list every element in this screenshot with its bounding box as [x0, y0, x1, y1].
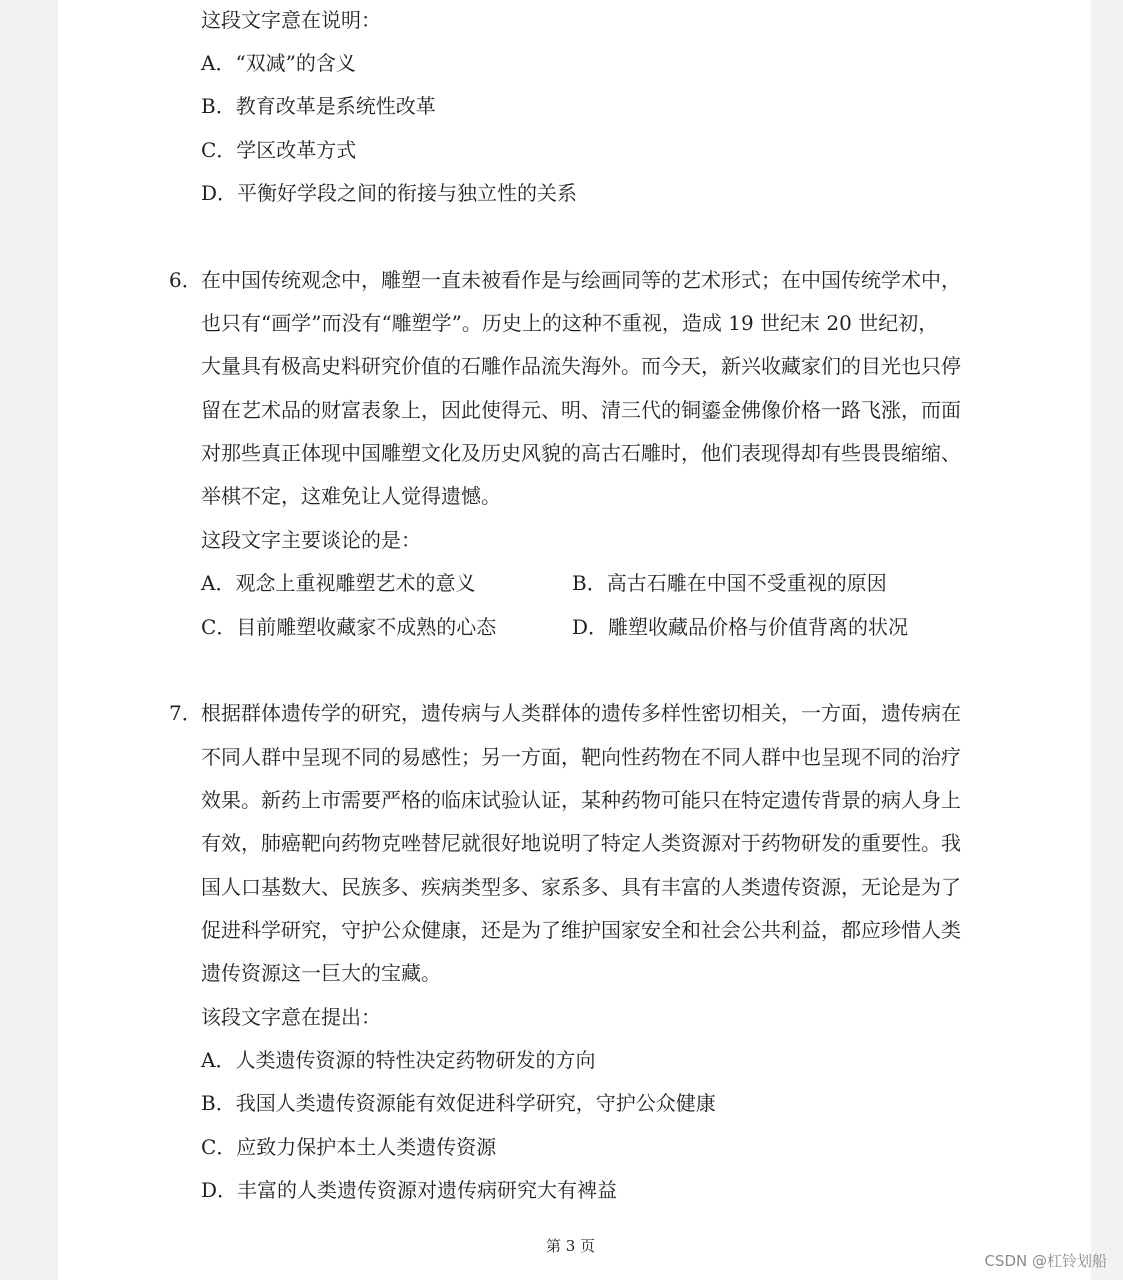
page-number: 第 3 页 — [546, 1237, 596, 1255]
question-7-passage-line: 遗传资源这一巨大的宝藏。 — [201, 961, 441, 985]
prev-question-stem: 这段文字意在说明： — [201, 8, 381, 32]
question-6-option-c: C．目前雕塑收藏家不成熟的心态 — [201, 615, 497, 639]
prev-option-d: D．平衡好学段之间的衔接与独立性的关系 — [201, 181, 578, 205]
prev-option-a: A．“双减”的含义 — [201, 51, 356, 75]
question-6-option-b: B．高古石雕在中国不受重视的原因 — [572, 571, 887, 595]
prev-option-c: C．学区改革方式 — [201, 138, 357, 162]
question-7-option-d: D．丰富的人类遗传资源对遗传病研究大有裨益 — [201, 1178, 618, 1202]
question-7-passage-line: 不同人群中呈现不同的易感性；另一方面，靶向性药物在不同人群中也呈现不同的治疗 — [201, 745, 961, 769]
question-6-passage-line: 举棋不定，这难免让人觉得遗憾。 — [201, 484, 501, 508]
question-7-stem: 该段文字意在提出： — [201, 1005, 381, 1029]
question-6-passage-line: 也只有“画学”而没有“雕塑学”。历史上的这种不重视，造成 19 世纪末 20 世纪初， — [201, 311, 939, 335]
question-6-number: 6． — [169, 268, 202, 292]
question-6-option-d: D．雕塑收藏品价格与价值背离的状况 — [572, 615, 909, 639]
csdn-watermark: CSDN @杠铃划船 — [984, 1252, 1107, 1270]
question-7-passage-line: 效果。新药上市需要严格的临床试验认证，某种药物可能只在特定遗传背景的病人身上 — [201, 788, 961, 812]
question-6-passage-line: 对那些真正体现中国雕塑文化及历史风貌的高古石雕时，他们表现得却有些畏畏缩缩、 — [201, 441, 961, 465]
question-7-passage-line: 国人口基数大、民族多、疾病类型多、家系多、具有丰富的人类遗传资源，无论是为了 — [201, 875, 961, 899]
question-6-passage-line: 在中国传统观念中，雕塑一直未被看作是与绘画同等的艺术形式；在中国传统学术中， — [201, 268, 961, 292]
question-7-option-c: C．应致力保护本土人类遗传资源 — [201, 1135, 497, 1159]
question-7-option-b: B．我国人类遗传资源能有效促进科学研究，守护公众健康 — [201, 1091, 716, 1115]
question-7-option-a: A．人类遗传资源的特性决定药物研发的方向 — [201, 1048, 596, 1072]
question-7-passage-line: 促进科学研究，守护公众健康，还是为了维护国家安全和社会公共利益，都应珍惜人类 — [201, 918, 961, 942]
question-7-passage-line: 有效，肺癌靶向药物克唑替尼就很好地说明了特定人类资源对于药物研发的重要性。我 — [201, 831, 961, 855]
question-6-passage-line: 大量具有极高史料研究价值的石雕作品流失海外。而今天，新兴收藏家们的目光也只停 — [201, 354, 961, 378]
question-6-stem: 这段文字主要谈论的是： — [201, 528, 421, 552]
prev-option-b: B．教育改革是系统性改革 — [201, 94, 436, 118]
document-page — [58, 0, 1091, 1280]
question-7-number: 7． — [169, 701, 202, 725]
question-7-passage-line: 根据群体遗传学的研究，遗传病与人类群体的遗传多样性密切相关，一方面，遗传病在 — [201, 701, 961, 725]
question-6-passage-line: 留在艺术品的财富表象上，因此使得元、明、清三代的铜鎏金佛像价格一路飞涨，而面 — [201, 398, 961, 422]
question-6-option-a: A．观念上重视雕塑艺术的意义 — [201, 571, 476, 595]
